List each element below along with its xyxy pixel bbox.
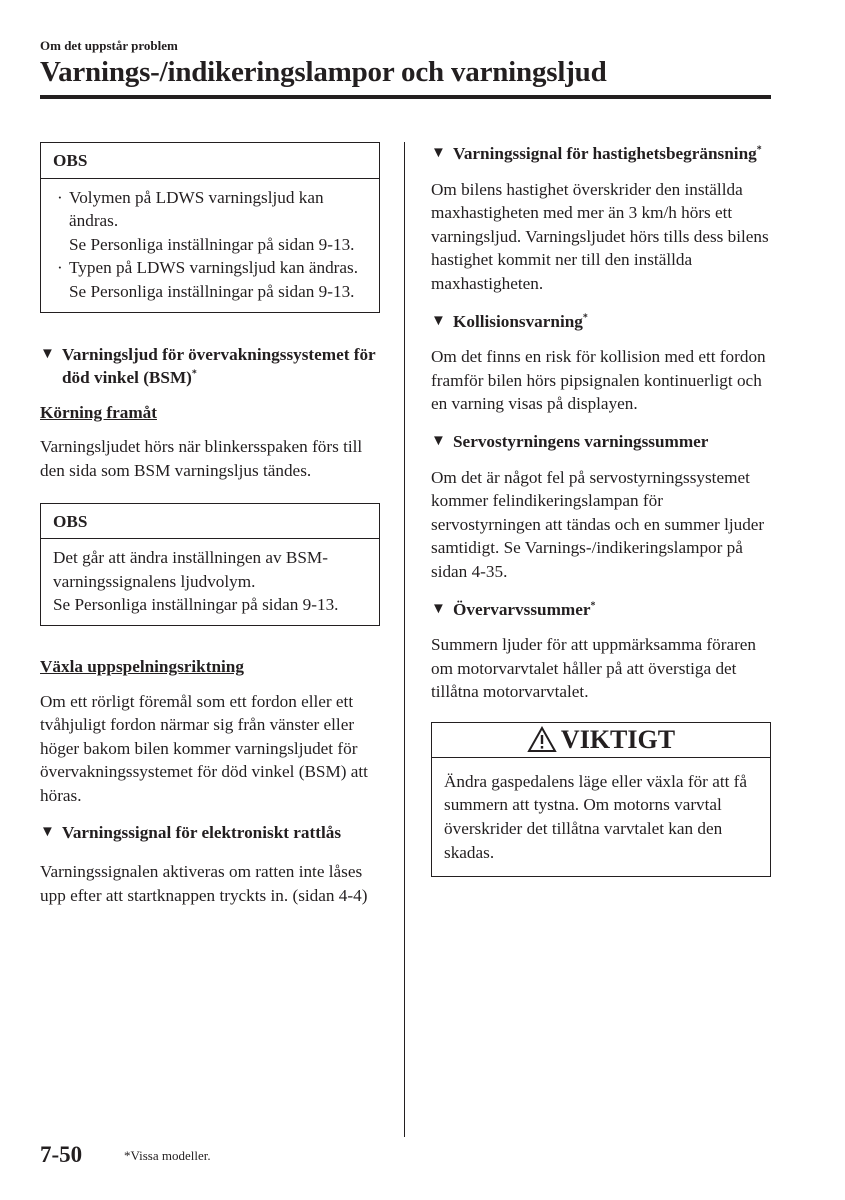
- model-footnote-marker: *: [756, 144, 762, 156]
- servo-paragraph: Om det är något fel på servostyrningssystemet kommer felindikeringslampan för servostyrningen att tändas och en summer ljuder samtidigt. Se Varnings-/indikeringslampor på sidan 4-35.: [431, 467, 765, 581]
- page-number: 7-50: [40, 1142, 83, 1167]
- steering-lock-heading-text: Varningssignal för elektroniskt rattlås: [62, 823, 342, 843]
- page-title: Varnings-/indikeringslampor och varningsljud: [40, 56, 607, 88]
- collision-heading: [431, 310, 771, 334]
- obs-bullet: [53, 256, 369, 280]
- bullet-dot: ·: [57, 187, 63, 207]
- triangle-down-icon: ▼: [40, 345, 55, 362]
- reverse-subheading: Växla uppspelningsriktning: [40, 656, 244, 676]
- obs-reference: Se Personliga inställningar på sidan 9-13.: [53, 595, 339, 615]
- obs-reference: Se Personliga inställningar på sidan 9-13.: [69, 281, 355, 301]
- triangle-down-icon: ▼: [431, 145, 446, 161]
- obs-bullet-text: Volymen på LDWS varningsljud kan ändras.: [69, 187, 324, 231]
- forward-subheading: Körning framåt: [40, 402, 157, 422]
- obs-text: Det går att ändra inställningen av BSM-varningssignalens ljudvolym.: [53, 548, 328, 591]
- speed-limit-heading: [431, 142, 771, 166]
- forward-paragraph: Varningsljudet hörs när blinkersspaken förs till den sida som BSM varningsljus tändes.: [40, 437, 363, 480]
- left-column: [40, 142, 380, 907]
- triangle-down-icon: ▼: [431, 600, 446, 617]
- column-divider: [404, 142, 405, 1137]
- servo-heading: [431, 430, 771, 454]
- steering-lock-heading: [40, 821, 380, 845]
- model-footnote-marker: *: [582, 311, 588, 323]
- title-rule: [40, 95, 771, 99]
- model-footnote-marker: *: [191, 368, 197, 380]
- triangle-down-icon: ▼: [431, 432, 446, 449]
- warning-text: Ändra gaspedalens läge eller växla för att få summern att tystna. Om motorns varvtal överskrider det tillåtna varvtalet kan den skadas.: [444, 771, 748, 862]
- triangle-down-icon: ▼: [40, 824, 55, 841]
- reverse-paragraph: Om ett rörligt föremål som ett fordon eller ett tvåhjuligt fordon närmar sig från vänster eller höger bakom bilen kommer varningsljudet för övervakningssystemet för död vinkel (BSM) att höras.: [40, 691, 368, 805]
- obs-reference: Se Personliga inställningar på sidan 9-13.: [69, 234, 355, 254]
- warning-triangle-icon: [527, 726, 557, 753]
- collision-paragraph: Om det finns en risk för kollision med ett fordon framför bilen hörs pipsignalen kontinuerligt och en varning visas på displayen.: [431, 347, 766, 414]
- bsm-heading: [40, 343, 380, 390]
- obs-body: [41, 539, 379, 625]
- bsm-heading-text: Varningsljud för övervakningssystemet för död vinkel (BSM): [62, 344, 376, 388]
- obs-box-ldws: [40, 142, 380, 313]
- obs-bullet-text: Typen på LDWS varningsljud kan ändras.: [69, 258, 359, 278]
- obs-box-bsm: [40, 503, 380, 626]
- section-header: Om det uppstår problem: [40, 38, 178, 53]
- obs-body: [41, 179, 379, 312]
- overrev-paragraph: Summern ljuder för att uppmärksamma föraren om motorvarvtalet håller på att överstiga det tillåtna motorvarvtalet.: [431, 635, 757, 702]
- obs-bullet: [53, 186, 369, 233]
- speed-limit-paragraph: Om bilens hastighet överskrider den inställda maxhastigheten med mer än 3 km/h hörs ett varningsljud. Varningsljudet hörs tills dess bilens hastighet kommit ner till den inställda maxhastigheten.: [431, 179, 769, 293]
- speed-limit-heading-text: Varningssignal för hastighetsbegränsning: [453, 144, 757, 163]
- obs-label: OBS: [41, 504, 379, 540]
- warning-header: [432, 723, 770, 758]
- overrev-heading: [431, 598, 771, 622]
- servo-heading-text: Servostyrningens varningssummer: [453, 431, 709, 451]
- footnote: *Vissa modeller.: [124, 1148, 211, 1163]
- obs-label: OBS: [41, 143, 379, 179]
- collision-heading-text: Kollisionsvarning: [453, 311, 583, 331]
- triangle-down-icon: ▼: [431, 312, 446, 329]
- right-column: [431, 142, 771, 877]
- model-footnote-marker: *: [590, 599, 596, 611]
- steering-lock-paragraph: Varningssignalen aktiveras om ratten inte låses upp efter att startknappen tryckts in. (sidan 4-4): [40, 862, 368, 905]
- bullet-dot: ·: [57, 258, 63, 278]
- warning-label: VIKTIGT: [560, 725, 676, 755]
- warning-box: [431, 722, 771, 877]
- overrev-heading-text: Övervarvssummer: [453, 599, 591, 619]
